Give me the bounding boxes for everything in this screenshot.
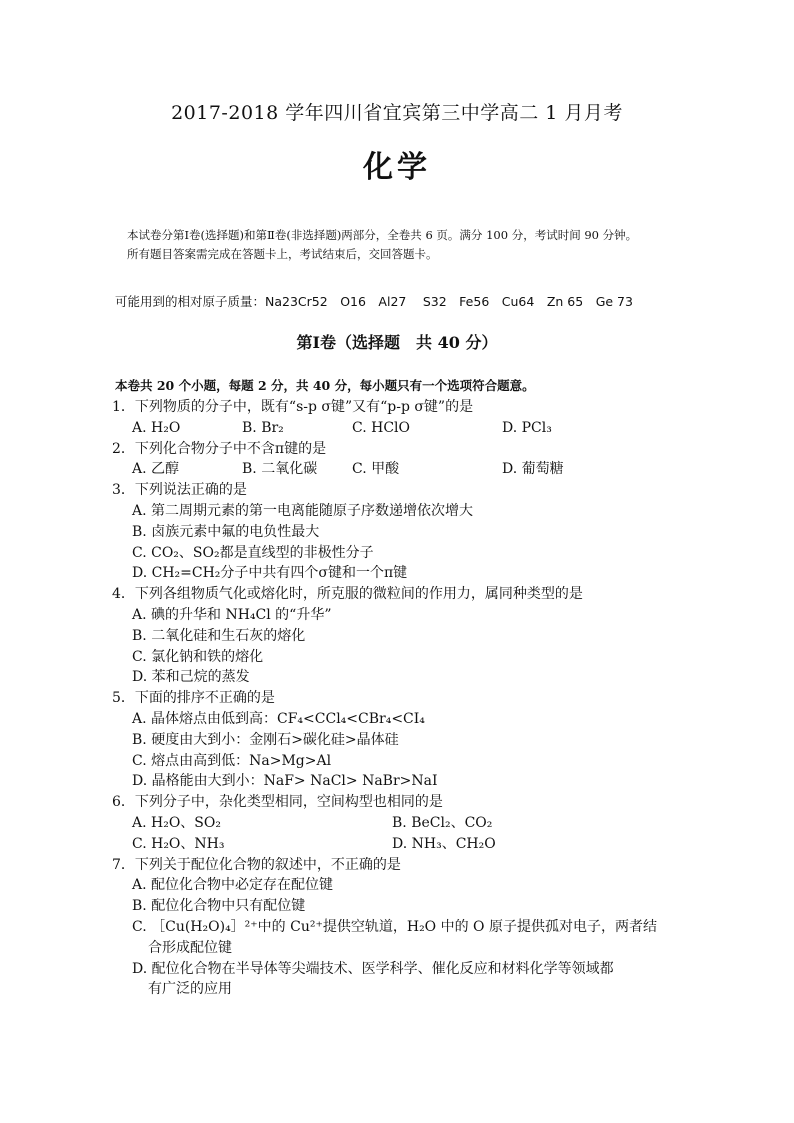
option-a: A. 配位化合物中必定存在配位键 (132, 877, 334, 894)
option-d: D. 晶格能由大到小：NaF> NaCl> NaBr>NaI (132, 773, 438, 790)
option-c-line-1: C. ［Cu(H₂O)₄］²⁺中的 Cu²⁺提供空轨道，H₂O 中的 O 原子提供孤对电子，两者结 (132, 918, 657, 935)
section-title: 第Ⅰ卷（选择题 共 40 分） (296, 333, 498, 352)
instruction-line-1: 本试卷分第Ⅰ卷(选择题)和第Ⅱ卷(非选择题)两部分，全卷共 6 页。满分 100 分，考试时间 90 分钟。 (127, 228, 638, 242)
option-c: C. 甲酸 (352, 461, 400, 478)
option-d: D. CH₂=CH₂分子中共有四个σ键和一个π键 (132, 565, 408, 582)
option-a: A. 乙醇 (132, 461, 180, 478)
question-7 (112, 855, 712, 1001)
question-1 (112, 397, 712, 439)
option-b: B. 二氧化硅和生石灰的熔化 (132, 627, 306, 644)
option-d: D. 葡萄糖 (502, 461, 564, 478)
option-c: C. H₂O、NH₃ (132, 835, 225, 852)
exam-title: 2017-2018 学年四川省宜宾第三中学高二 1 月月考 (171, 102, 623, 124)
question-stem: 5．下面的排序不正确的是 (112, 690, 275, 707)
options (112, 459, 712, 480)
option-c: C. CO₂、SO₂都是直线型的非极性分子 (132, 544, 374, 561)
question-stem: 2．下列化合物分子中不含π键的是 (112, 440, 327, 457)
option-d-line-1: D. 配位化合物在半导体等尖端技术、医学科学、催化反应和材料化学等领域都 (132, 960, 614, 977)
section-note: 本卷共 20 个小题，每题 2 分，共 40 分，每小题只有一个选项符合题意。 (115, 378, 535, 393)
atomic-masses: 可能用到的相对原子质量：Na23Cr52 O16 Al27 S32 Fe56 Cu64 Zn 65 Ge 73 (115, 294, 633, 309)
option-a: A. 碘的升华和 NH₄Cl 的“升华” (132, 606, 332, 623)
option-d (112, 959, 712, 1001)
option-a: A. 晶体熔点由低到高：CF₄<CCl₄<CBr₄<CI₄ (132, 710, 425, 727)
option-b: B. Br₂ (242, 419, 284, 436)
question-stem: 7．下列关于配位化合物的叙述中，不正确的是 (112, 856, 401, 873)
exam-instructions (115, 226, 695, 264)
options (112, 418, 712, 439)
option-b: B. BeCl₂、CO₂ (392, 814, 493, 831)
option-d: D. PCl₃ (502, 419, 552, 436)
question-list (112, 397, 712, 1000)
option-c: C. HClO (352, 419, 410, 436)
options (112, 813, 712, 855)
option-a: A. 第二周期元素的第一电离能随原子序数递增依次增大 (132, 502, 474, 519)
option-a: A. H₂O (132, 419, 181, 436)
option-c: C. 熔点由高到低：Na>Mg>Al (132, 752, 332, 769)
option-d: D. 苯和己烷的蒸发 (132, 669, 250, 686)
option-c (112, 917, 712, 959)
question-3 (112, 480, 712, 584)
question-6 (112, 792, 712, 854)
option-b: B. 卤族元素中氟的电负性最大 (132, 523, 320, 540)
option-c-line-2: 合形成配位键 (148, 939, 232, 956)
option-b: B. 二氧化碳 (242, 461, 318, 478)
question-stem: 1．下列物质的分子中，既有“s-p σ键”又有“p-p σ键”的是 (112, 399, 474, 415)
option-d-line-2: 有广泛的应用 (148, 981, 232, 998)
option-b: B. 硬度由大到小：金刚石>碳化硅>晶体硅 (132, 731, 399, 748)
question-stem: 4．下列各组物质气化或熔化时，所克服的微粒间的作用力，属同种类型的是 (112, 586, 583, 603)
question-stem: 6．下列分子中，杂化类型相同，空间构型也相同的是 (112, 794, 443, 811)
question-stem: 3．下列说法正确的是 (112, 482, 247, 499)
question-2 (112, 439, 712, 481)
option-c: C. 氯化钠和铁的熔化 (132, 648, 264, 665)
instruction-line-2: 所有题目答案需完成在答题卡上，考试结束后，交回答题卡。 (127, 247, 438, 261)
option-d: D. NH₃、CH₂O (392, 835, 496, 852)
option-a: A. H₂O、SO₂ (132, 814, 221, 831)
question-5 (112, 688, 712, 792)
subject-title: 化学 (363, 150, 431, 185)
question-4 (112, 584, 712, 688)
option-b: B. 配位化合物中只有配位键 (132, 898, 306, 915)
